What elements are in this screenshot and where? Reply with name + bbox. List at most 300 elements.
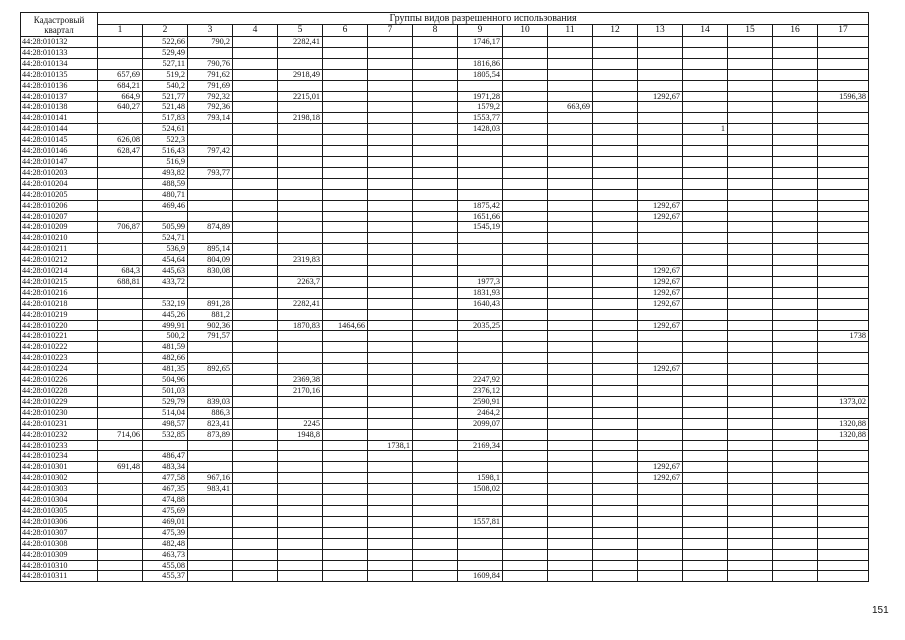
value-cell [503,320,548,331]
value-cell [323,309,368,320]
value-cell [98,407,143,418]
value-cell [773,113,818,124]
value-cell [548,58,593,69]
value-cell [278,462,323,473]
group-number-header: 5 [278,25,323,37]
value-cell [638,37,683,48]
value-cell [728,91,773,102]
value-cell [548,113,593,124]
value-cell [458,80,503,91]
value-cell [413,102,458,113]
value-cell [548,178,593,189]
value-cell [728,255,773,266]
value-cell [683,407,728,418]
value-cell [98,178,143,189]
value-cell [458,429,503,440]
value-cell: 1292,67 [638,211,683,222]
value-cell [593,320,638,331]
value-cell [323,484,368,495]
table-row [21,244,869,255]
value-cell [683,135,728,146]
value-cell [413,37,458,48]
value-cell [368,266,413,277]
value-cell: 493,82 [143,167,188,178]
cadastral-quarter-cell: 44:28:010136 [21,80,98,91]
value-cell [233,560,278,571]
value-cell: 482,48 [143,538,188,549]
value-cell [638,538,683,549]
value-cell [773,222,818,233]
table-row [21,113,869,124]
value-cell [728,353,773,364]
value-cell [503,396,548,407]
value-cell [413,80,458,91]
value-cell: 1609,84 [458,571,503,582]
value-cell [233,178,278,189]
value-cell [278,407,323,418]
value-cell: 628,47 [98,146,143,157]
cadastral-quarter-cell: 44:28:010138 [21,102,98,113]
value-cell [728,135,773,146]
value-cell [458,331,503,342]
value-cell [278,156,323,167]
value-cell [233,495,278,506]
value-cell [728,156,773,167]
value-cell [548,571,593,582]
value-cell [773,200,818,211]
value-cell [503,495,548,506]
value-cell: 1320,88 [818,418,869,429]
value-cell: 445,63 [143,266,188,277]
value-cell [773,396,818,407]
value-cell [143,440,188,451]
value-cell [98,287,143,298]
value-cell [638,113,683,124]
value-cell [503,298,548,309]
value-cell [278,560,323,571]
value-cell [323,473,368,484]
value-cell [773,47,818,58]
value-cell [98,309,143,320]
value-cell [728,211,773,222]
value-cell [413,233,458,244]
value-cell: 483,34 [143,462,188,473]
value-cell [368,146,413,157]
value-cell: 499,91 [143,320,188,331]
table-row [21,527,869,538]
value-cell [233,571,278,582]
value-cell [233,255,278,266]
value-cell [188,47,233,58]
value-cell: 2169,34 [458,440,503,451]
cadastral-quarter-cell: 44:28:010302 [21,473,98,484]
value-cell [638,353,683,364]
value-cell [818,200,869,211]
value-cell [413,353,458,364]
value-cell [728,298,773,309]
table-row [21,484,869,495]
value-cell [413,255,458,266]
value-cell [728,222,773,233]
value-cell [638,375,683,386]
value-cell [728,451,773,462]
table-row [21,320,869,331]
value-cell [413,200,458,211]
value-cell [728,429,773,440]
value-cell [548,233,593,244]
value-cell [548,386,593,397]
value-cell [323,364,368,375]
value-cell [773,538,818,549]
value-cell [593,473,638,484]
value-cell [278,189,323,200]
value-cell [638,156,683,167]
value-cell: 983,41 [188,484,233,495]
value-cell [188,571,233,582]
value-cell: 2170,16 [278,386,323,397]
value-cell [458,560,503,571]
value-cell [503,353,548,364]
value-cell [593,244,638,255]
value-cell [683,495,728,506]
value-cell [278,58,323,69]
table-row [21,375,869,386]
value-cell [593,386,638,397]
value-cell [188,549,233,560]
value-cell [773,386,818,397]
value-cell [188,342,233,353]
value-cell [773,407,818,418]
value-cell [188,211,233,222]
table-row [21,516,869,527]
value-cell [683,102,728,113]
value-cell [728,560,773,571]
value-cell [368,80,413,91]
value-cell [683,58,728,69]
value-cell [368,451,413,462]
value-cell [638,505,683,516]
value-cell [503,37,548,48]
table-row [21,331,869,342]
table-row [21,429,869,440]
table-row [21,156,869,167]
value-cell [818,189,869,200]
value-cell [413,222,458,233]
cadastral-quarter-cell: 44:28:010301 [21,462,98,473]
value-cell [818,211,869,222]
value-cell [98,342,143,353]
value-cell [278,484,323,495]
cadastral-quarter-cell: 44:28:010305 [21,505,98,516]
value-cell [413,320,458,331]
value-cell [458,244,503,255]
value-cell: 2319,83 [278,255,323,266]
value-cell [548,266,593,277]
value-cell [593,266,638,277]
value-cell [593,342,638,353]
value-cell [413,266,458,277]
table-row [21,418,869,429]
value-cell [638,102,683,113]
value-cell [368,331,413,342]
value-cell [278,80,323,91]
value-cell [773,375,818,386]
value-cell [683,353,728,364]
value-cell [368,156,413,167]
value-cell [278,47,323,58]
value-cell [413,331,458,342]
value-cell [188,353,233,364]
group-number-header: 7 [368,25,413,37]
cadastral-quarter-cell: 44:28:010232 [21,429,98,440]
table-row [21,298,869,309]
value-cell [638,309,683,320]
value-cell [323,298,368,309]
value-cell [548,146,593,157]
value-cell [593,91,638,102]
value-cell: 2376,12 [458,386,503,397]
value-cell [233,37,278,48]
value-cell [368,549,413,560]
cadastral-quarter-cell: 44:28:010145 [21,135,98,146]
table-row [21,146,869,157]
value-cell [548,222,593,233]
table-row [21,135,869,146]
value-cell: 2245 [278,418,323,429]
value-cell [323,113,368,124]
value-cell [233,320,278,331]
value-cell [548,364,593,375]
value-cell [323,124,368,135]
value-cell: 797,42 [188,146,233,157]
value-cell [683,222,728,233]
value-cell [728,189,773,200]
value-cell [458,505,503,516]
value-cell [818,364,869,375]
value-cell [818,146,869,157]
value-cell [458,364,503,375]
value-cell [728,571,773,582]
value-cell [233,91,278,102]
value-cell [593,527,638,538]
value-cell [728,375,773,386]
value-cell [323,331,368,342]
value-cell: 791,69 [188,80,233,91]
value-cell [233,156,278,167]
value-cell [98,200,143,211]
value-cell [503,505,548,516]
value-cell [548,495,593,506]
value-cell [593,538,638,549]
value-cell [233,462,278,473]
value-cell: 1292,67 [638,473,683,484]
group-number-header: 8 [413,25,458,37]
group-number-header: 3 [188,25,233,37]
cadastral-quarter-cell: 44:28:010234 [21,451,98,462]
value-cell: 445,26 [143,309,188,320]
value-cell [413,495,458,506]
value-cell: 790,2 [188,37,233,48]
value-cell [773,462,818,473]
value-cell [548,549,593,560]
value-cell [233,200,278,211]
value-cell [773,211,818,222]
value-cell [638,222,683,233]
value-cell [98,386,143,397]
value-cell [278,309,323,320]
value-cell [638,429,683,440]
value-cell [593,418,638,429]
value-cell [503,58,548,69]
value-cell [323,396,368,407]
value-cell [773,418,818,429]
value-cell: 1 [683,124,728,135]
value-cell [233,396,278,407]
value-cell [233,222,278,233]
value-cell [98,58,143,69]
value-cell [728,331,773,342]
group-number-header: 6 [323,25,368,37]
value-cell [818,560,869,571]
value-cell: 521,77 [143,91,188,102]
value-cell [233,276,278,287]
value-cell [368,407,413,418]
value-cell [818,571,869,582]
value-cell: 793,14 [188,113,233,124]
value-cell [98,516,143,527]
value-cell [503,375,548,386]
value-cell: 1598,1 [458,473,503,484]
value-cell [368,484,413,495]
value-cell [233,364,278,375]
value-cell [368,396,413,407]
value-cell [773,167,818,178]
value-cell: 517,83 [143,113,188,124]
cadastral-quarter-cell: 44:28:010141 [21,113,98,124]
table-row [21,353,869,364]
value-cell [188,276,233,287]
value-cell: 1508,02 [458,484,503,495]
table-row [21,124,869,135]
value-cell [458,353,503,364]
value-cell [278,167,323,178]
value-cell: 522,3 [143,135,188,146]
value-cell: 1292,67 [638,298,683,309]
value-cell [98,495,143,506]
value-cell [728,113,773,124]
value-cell [503,287,548,298]
value-cell: 1464,66 [323,320,368,331]
value-cell [818,255,869,266]
value-cell: 486,47 [143,451,188,462]
value-cell: 475,39 [143,527,188,538]
value-cell [593,146,638,157]
value-cell [593,102,638,113]
value-cell [728,440,773,451]
value-cell [368,200,413,211]
value-cell [818,276,869,287]
value-cell [728,266,773,277]
value-cell [818,47,869,58]
value-cell [593,484,638,495]
value-cell [773,560,818,571]
value-cell [503,47,548,58]
value-cell: 1292,67 [638,200,683,211]
value-cell: 532,85 [143,429,188,440]
cadastral-quarter-cell: 44:28:010223 [21,353,98,364]
value-cell [818,69,869,80]
table-row [21,37,869,48]
value-cell: 521,48 [143,102,188,113]
value-cell [413,47,458,58]
value-cell [323,375,368,386]
value-cell [638,484,683,495]
value-cell: 1557,81 [458,516,503,527]
value-cell: 714,06 [98,429,143,440]
value-cell: 2263,7 [278,276,323,287]
value-cell [188,375,233,386]
value-cell [683,473,728,484]
value-cell [323,429,368,440]
value-cell: 1651,66 [458,211,503,222]
value-cell [548,69,593,80]
value-cell [98,440,143,451]
value-cell [683,167,728,178]
value-cell [503,407,548,418]
cadastral-quarter-cell: 44:28:010212 [21,255,98,266]
value-cell [773,516,818,527]
value-cell [818,244,869,255]
group-number-header: 9 [458,25,503,37]
value-cell [278,342,323,353]
value-cell [278,353,323,364]
value-cell [413,538,458,549]
table-row [21,266,869,277]
value-cell [323,516,368,527]
value-cell [368,473,413,484]
value-cell [233,375,278,386]
value-cell [413,396,458,407]
value-cell: 1738,1 [368,440,413,451]
value-cell: 1292,67 [638,320,683,331]
value-cell [233,69,278,80]
value-cell [458,178,503,189]
value-cell [233,516,278,527]
value-cell [278,124,323,135]
value-cell [368,276,413,287]
cadastral-quarter-cell: 44:28:010231 [21,418,98,429]
value-cell [683,386,728,397]
value-cell [98,211,143,222]
value-cell [773,58,818,69]
value-cell [638,47,683,58]
value-cell [593,407,638,418]
value-cell [98,353,143,364]
value-cell [368,233,413,244]
value-cell [188,495,233,506]
value-cell [548,462,593,473]
value-cell [593,233,638,244]
value-cell [818,298,869,309]
value-cell [593,396,638,407]
value-cell [233,386,278,397]
value-cell [683,440,728,451]
table-row [21,178,869,189]
value-cell: 501,03 [143,386,188,397]
cadastral-quarter-cell: 44:28:010135 [21,69,98,80]
value-cell [728,200,773,211]
value-cell [818,505,869,516]
